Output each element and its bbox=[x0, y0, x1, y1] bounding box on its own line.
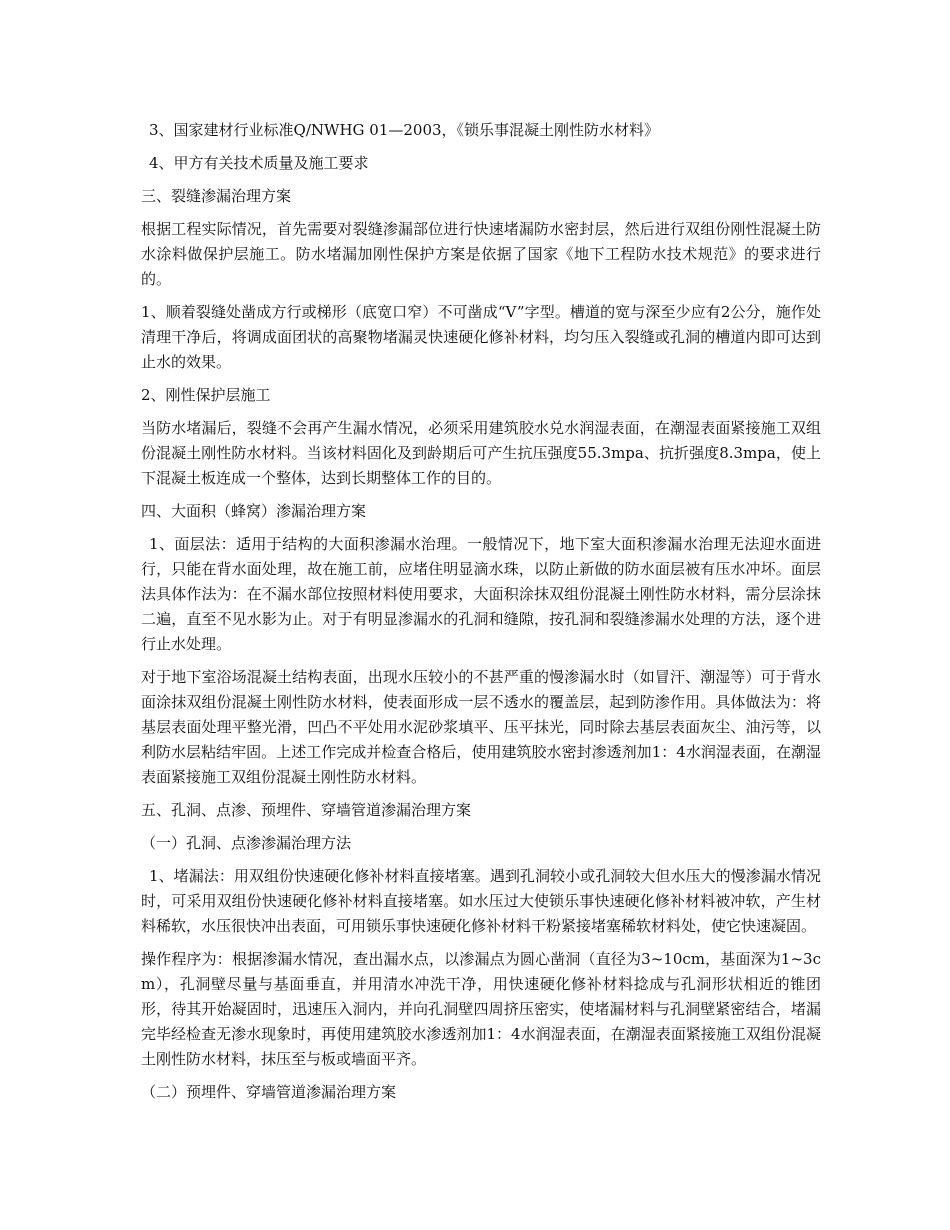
subheading-rigid-layer: 2、刚性保护层施工 bbox=[141, 386, 271, 404]
subheading-embedded-parts: （二）预埋件、穿墙管道渗漏治理方案 bbox=[141, 1083, 397, 1101]
section-heading-5: 五、孔洞、点渗、预埋件、穿墙管道渗漏治理方案 bbox=[141, 801, 472, 819]
paragraph-plugging-method: 1、堵漏法：用双组份快速硬化修补材料直接堵塞。遇到孔洞较小或孔洞较大但水压大的慢渗漏水情况时，可采用双组份快速硬化修补材料直接堵塞。如水压过大使锁乐事快速硬化修补材料被冲软，产生材料稀软，水压很快冲出表面，可用锁乐事快速硬化修补材料干粉紧接堵塞稀软材料处，使它快速凝固。 bbox=[141, 867, 821, 935]
section-heading-3: 三、裂缝渗漏治理方案 bbox=[141, 187, 292, 205]
item-requirements-4: 4、甲方有关技术质量及施工要求 bbox=[149, 154, 369, 172]
paragraph-bathhouse: 对于地下室浴场混凝土结构表面，出现水压较小的不甚严重的慢渗漏水时（如冒汗、潮湿等）可于背水面涂抹双组份混凝土刚性防水材料，使表面形成一层不透水的覆盖层，起到防渗作用。具体做法为：将基层表面处理平整光滑，凹凸不平处用水泥砂浆填平、压平抹光，同时除去基层表面灰尘、油污等，以利防水层粘结牢固。上述工作完成并检查合格后，使用建筑胶水密封渗透剂加1：4水润湿表面，在潮湿表面紧接施工双组份混凝土刚性防水材料。 bbox=[141, 668, 821, 786]
paragraph-procedure: 操作程序为：根据渗漏水情况，查出漏水点，以渗漏点为圆心凿洞（直径为3~10cm，基面深为1~3cm），孔洞壁尽量与基面垂直，并用清水冲洗干净，用快速硬化修补材料捻成与孔洞形状相近的锥团形，待其开始凝固时，迅速压入洞内，并向孔洞壁四周挤压密实，使堵漏材料与孔洞壁紧密结合，堵漏完毕经检查无渗水现象时，再使用建筑胶水渗透剂加1：4水润湿表面，在潮湿表面紧接施工双组份混凝土刚性防水材料，抹压至与板或墙面平齐。 bbox=[141, 950, 821, 1068]
subheading-holes: （一）孔洞、点渗渗漏治理方法 bbox=[141, 834, 352, 852]
paragraph-crack-step-1: 1、顺着裂缝处凿成方行或梯形（底宽口窄）不可凿成“V”字型。槽道的宽与深至少应有2公分，施作处清理干净后，将调成面团状的高聚物堵漏灵快速硬化修补材料，均匀压入裂缝或孔洞的槽道内即可达到止水的效果。 bbox=[141, 303, 821, 371]
paragraph-rigid-layer: 当防水堵漏后，裂缝不会再产生漏水情况，必须采用建筑胶水兑水润湿表面，在潮湿表面紧接施工双组份混凝土刚性防水材料。当该材料固化及到龄期后可产生抗压强度55.3mpa、抗折强度8.3mpa，使上下混凝土板连成一个整体，达到长期整体工作的目的。 bbox=[141, 419, 821, 487]
paragraph-surface-method: 1、面层法：适用于结构的大面积渗漏水治理。一般情况下，地下室大面积渗漏水治理无法迎水面进行，只能在背水面处理，故在施工前，应堵住明显滴水珠，以防止新做的防水面层被有压水冲坏。面层法具体作法为：在不漏水部位按照材料使用要求，大面积涂抹双组份混凝土刚性防水材料，需分层涂抹二遍，直至不见水影为止。对于有明显渗漏水的孔洞和缝隙，按孔洞和裂缝渗漏水处理的方法，逐个进行止水处理。 bbox=[141, 535, 821, 653]
item-standard-3: 3、国家建材行业标准Q/NWHG 01—2003，《锁乐事混凝土刚性防水材料》 bbox=[149, 121, 660, 139]
paragraph-intro-crack: 根据工程实际情况，首先需要对裂缝渗漏部位进行快速堵漏防水密封层，然后进行双组份刚性混凝土防水涂料做保护层施工。防水堵漏加刚性保护方案是依据了国家《地下工程防水技术规范》的要求进行的。 bbox=[141, 220, 821, 288]
section-heading-4: 四、大面积（蜂窝）渗漏治理方案 bbox=[141, 502, 367, 520]
document-page bbox=[141, 118, 821, 1113]
